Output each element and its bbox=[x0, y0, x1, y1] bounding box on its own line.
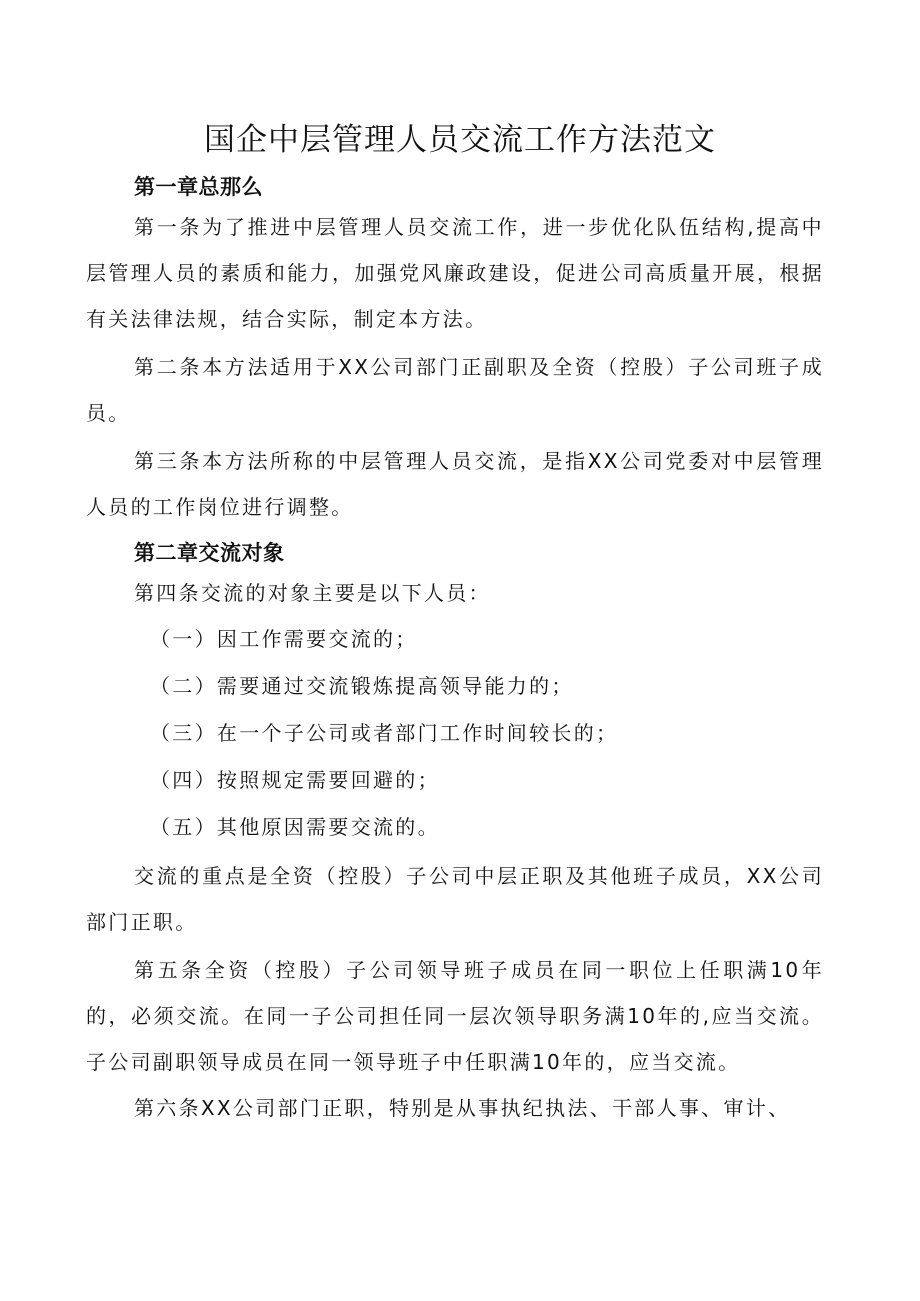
article-4-intro: 第四条交流的对象主要是以下人员： bbox=[134, 581, 491, 605]
chapter-1-heading: 第一章总那么 bbox=[134, 175, 263, 199]
chapter-2-heading: 第二章交流对象 bbox=[134, 541, 285, 565]
article-3: 第三条本方法所称的中层管理人员交流，是指XX公司党委对中层管理人员的工作岗位进行调整。 bbox=[86, 449, 824, 519]
list-item: （二）需要通过交流锻炼提高领导能力的； bbox=[150, 674, 574, 698]
document-title: 国企中层管理人员交流工作方法范文 bbox=[204, 122, 716, 158]
article-1: 第一条为了推进中层管理人员交流工作，进一步优化队伍结构,提高中层管理人员的素质和能力，加强党风廉政建设，促进公司高质量开展，根据有关法律法规，结合实际，制定本方法。 bbox=[86, 215, 824, 331]
list-item: （三）在一个子公司或者部门工作时间较长的； bbox=[150, 721, 619, 745]
exchange-focus-paragraph: 交流的重点是全资（控股）子公司中层正职及其他班子成员，XX公司部门正职。 bbox=[86, 864, 824, 934]
article-6: 第六条XX公司部门正职，特别是从事执纪执法、干部人事、审计、 bbox=[134, 1096, 791, 1120]
article-5: 第五条全资（控股）子公司领导班子成员在同一职位上任职满10年的，必须交流。在同一子公司担任同一层次领导职务满10年的,应当交流。子公司副职领导成员在同一领导班子中任职满10年的，应当交流。 bbox=[86, 958, 824, 1074]
article-2: 第二条本方法适用于XX公司部门正副职及全资（控股）子公司班子成员。 bbox=[86, 355, 824, 425]
list-item: （五）其他原因需要交流的。 bbox=[150, 815, 440, 839]
list-item: （一）因工作需要交流的； bbox=[150, 627, 418, 651]
list-item: （四）按照规定需要回避的； bbox=[150, 768, 440, 792]
